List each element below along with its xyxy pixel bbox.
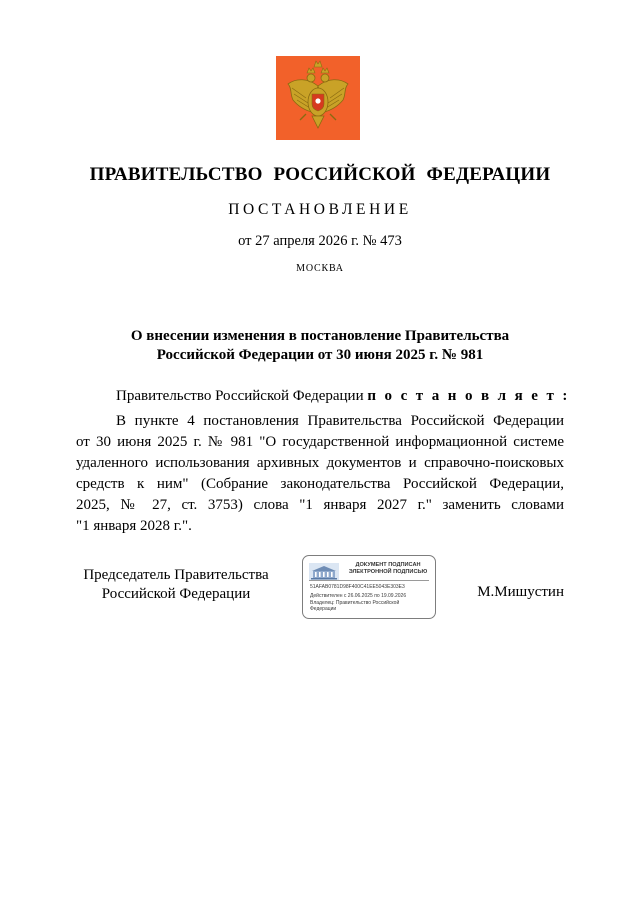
- stamp-heading-line: ДОКУМЕНТ ПОДПИСАН: [355, 562, 421, 568]
- signatory-position-line: Российской Федерации: [101, 586, 251, 602]
- body-line: средств к ним" (Собрание законодательства Российской Федерации,: [76, 476, 564, 492]
- body-line: удаленного использования архивных документов и справочно-поисковых: [76, 455, 564, 471]
- body-line: 2025, № 27, ст. 3753) слова "1 января 2027 г." заменить словами: [76, 497, 564, 513]
- body-line: В пункте 4 постановления Правительства Российской Федерации: [116, 413, 564, 429]
- government-building-icon: [309, 563, 339, 581]
- stamp-divider: [309, 580, 429, 581]
- preamble: [116, 388, 570, 405]
- document-city: МОСКВА: [296, 263, 344, 274]
- signatory-position-line: Председатель Правительства: [83, 567, 269, 583]
- preamble-text: Правительство Российской Федерации: [116, 388, 368, 404]
- subject-line: О внесении изменения в постановление Правительства: [130, 328, 510, 344]
- stamp-validity: Действителен с 26.06.2025 по 19.09.2026: [310, 593, 407, 599]
- body-line: "1 января 2028 г.".: [76, 518, 192, 534]
- document-date-number: от 27 апреля 2026 г. № 473: [238, 233, 402, 249]
- document-type: ПОСТАНОВЛЕНИЕ: [228, 201, 412, 218]
- stamp-owner: Федерации: [310, 606, 337, 612]
- body-line: от 30 июня 2025 г. № 981 "О государственной информационной системе: [76, 434, 564, 450]
- e-signature-stamp: [302, 555, 436, 619]
- stamp-certificate: 51AFAB0781D98F400C41EE5043E303E3: [310, 584, 405, 590]
- coat-of-arms-icon: [276, 56, 360, 140]
- stamp-owner: Владелец: Правительство Российской: [310, 600, 400, 606]
- signatory-position: [76, 566, 276, 604]
- subject-line: Российской Федерации от 30 июня 2025 г. № 981: [156, 347, 484, 363]
- government-title: ПРАВИТЕЛЬСТВО РОССИЙСКОЙ ФЕДЕРАЦИИ: [89, 164, 551, 185]
- document-body: [76, 411, 564, 537]
- stamp-heading-line: ЭЛЕКТРОННОЙ ПОДПИСЬЮ: [348, 569, 428, 575]
- decree-word: п о с т а н о в л я е т :: [367, 388, 570, 404]
- signer-name: М.Мишустин: [477, 584, 564, 600]
- stamp-heading: [343, 562, 433, 576]
- document-subject: [80, 327, 560, 365]
